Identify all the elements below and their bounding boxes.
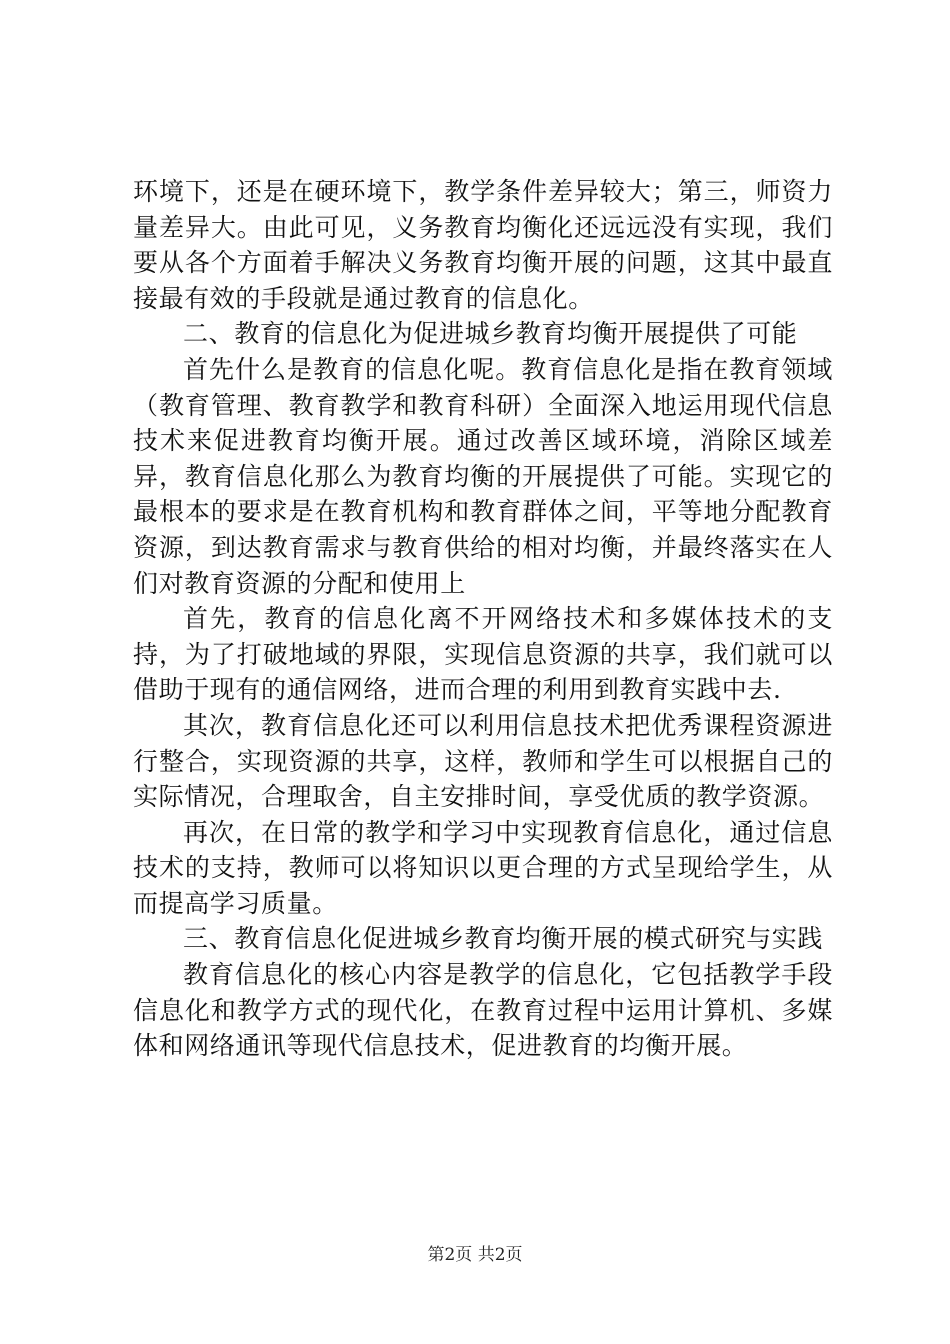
- paragraph-first: 首先，教育的信息化离不开网络技术和多媒体技术的支持，为了打破地域的界限，实现信息资源的共享，我们就可以借助于现有的通信网络，进而合理的利用到教育实践中去.: [133, 604, 833, 705]
- paragraph-core: 教育信息化的核心内容是教学的信息化，它包括教学手段信息化和教学方式的现代化，在教育过程中运用计算机、多媒体和网络通讯等现代信息技术，促进教育的均衡开展。: [133, 960, 833, 1061]
- body-text: [133, 174, 833, 1064]
- paragraph-third: 再次，在日常的教学和学习中实现教育信息化，通过信息技术的支持，教师可以将知识以更合理的方式呈现给学生，从而提高学习质量。: [133, 817, 833, 918]
- paragraph-second: 其次，教育信息化还可以利用信息技术把优秀课程资源进行整合，实现资源的共享，这样，教师和学生可以根据自己的实际情况，合理取舍，自主安排时间，享受优质的教学资源。: [133, 710, 833, 812]
- page-number-footer: 第2页 共2页: [427, 1245, 523, 1265]
- section-heading-3: 三、教育信息化促进城乡教育均衡开展的模式研究与实践: [183, 924, 824, 954]
- paragraph-definition: 首先什么是教育的信息化呢。教育信息化是指在教育领域（教育管理、教育教学和教育科研）全面深入地运用现代信息技术来促进教育均衡开展。通过改善区域环境，消除区域差异，教育信息化那么为教育均衡的开展提供了可能。实现它的最根本的要求是在教育机构和教育群体之间，平等地分配教育资源，到达教育需求与教育供给的相对均衡，并最终落实在人们对教育资源的分配和使用上: [133, 354, 833, 598]
- section-heading-2: 二、教育的信息化为促进城乡教育均衡开展提供了可能: [183, 319, 798, 349]
- paragraph-continuation: 环境下，还是在硬环境下，教学条件差异较大；第三，师资力量差异大。由此可见，义务教育均衡化还远远没有实现，我们要从各个方面着手解决义务教育均衡开展的问题，这其中最直接最有效的手段就是通过教育的信息化。: [133, 177, 833, 313]
